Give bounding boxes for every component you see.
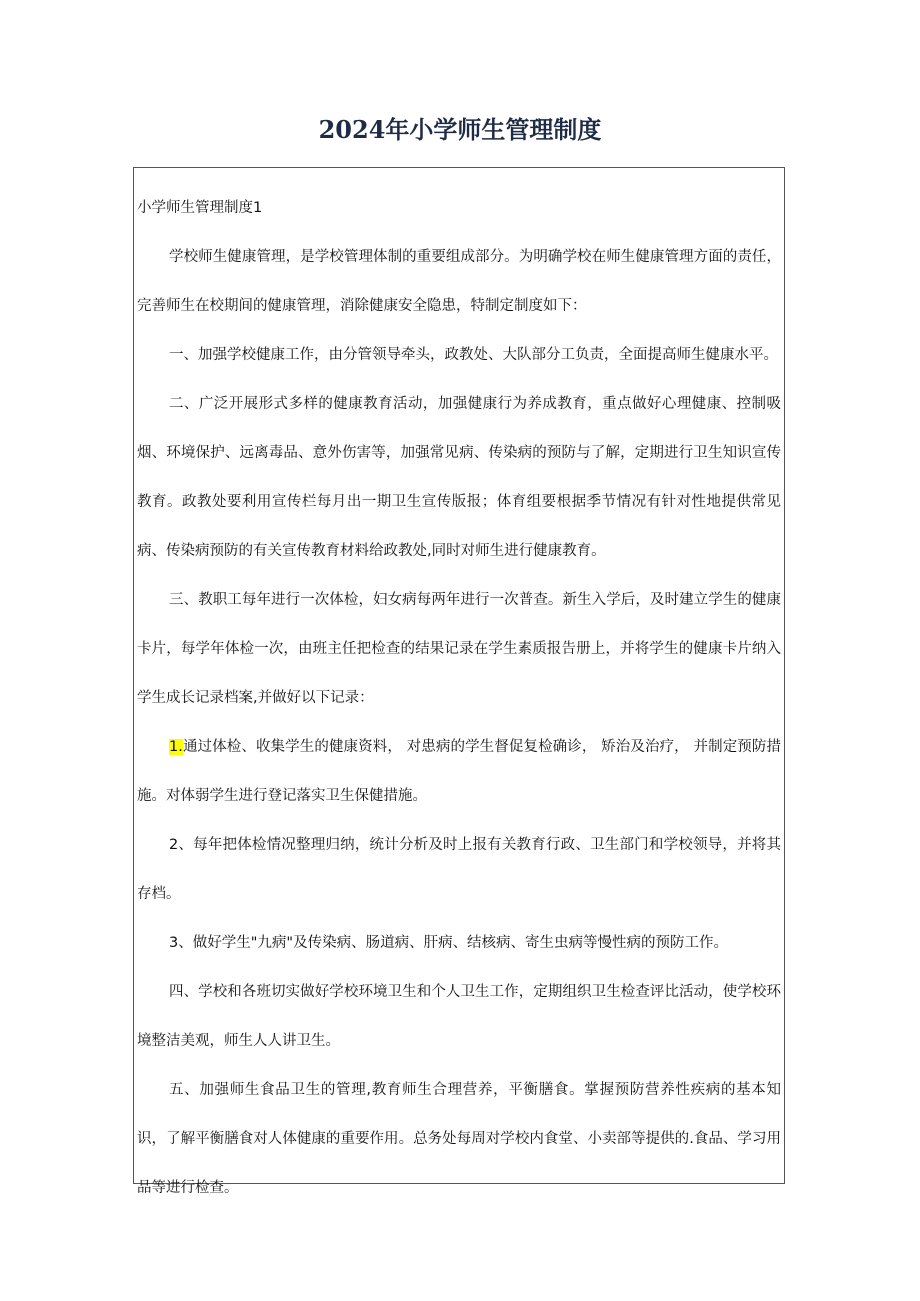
list-item-1-text: 通过体检、收集学生的健康资料， 对患病的学生督促复检确诊， 矫治及治疗， 并制定预防措施。对体弱学生进行登记落实卫生保健措施。 — [137, 739, 781, 804]
paragraph-5: 五、加强师生食品卫生的管理,教育师生合理营养，平衡膳食。掌握预防营养性疾病的基本知识，了解平衡膳食对人体健康的重要作用。总务处每周对学校内食堂、小卖部等提供的.食品、学习用品等进行检查。 — [137, 1082, 781, 1196]
paragraph-3: 三、教职工每年进行一次体检，妇女病每两年进行一次普查。新生入学后，及时建立学生的健康卡片，每学年体检一次，由班主任把检查的结果记录在学生素质报告册上，并将学生的健康卡片纳入学生成长记录档案,并做好以下记录： — [137, 592, 781, 706]
paragraph-4: 四、学校和各班切实做好学校环境卫生和个人卫生工作，定期组织卫生检查评比活动，使学校环境整洁美观，师生人人讲卫生。 — [137, 984, 781, 1049]
content-box — [133, 167, 785, 1196]
list-item-2: 2、每年把体检情况整理归纳，统计分析及时上报有关教育行政、卫生部门和学校领导，并将其存档。 — [137, 837, 781, 902]
document-title: 2024年小学师生管理制度 — [318, 115, 602, 144]
paragraph-2: 二、广泛开展形式多样的健康教育活动，加强健康行为养成教育，重点做好心理健康、控制吸烟、环境保护、远离毒品、意外伤害等，加强常见病、传染病的预防与了解，定期进行卫生知识宣传教育。政教处要利用宣传栏每月出一期卫生宣传版报；体育组要根据季节情况有针对性地提供常见病、传染病预防的有关宣传教育材料给政教处,同时对师生进行健康教育。 — [137, 396, 781, 559]
section-heading: 小学师生管理制度1 — [137, 200, 263, 216]
highlighted-number: 1. — [169, 739, 183, 755]
list-item-1 — [137, 723, 781, 821]
list-item-3: 3、做好学生"九病"及传染病、肠道病、肝病、结核病、寄生虫病等慢性病的预防工作。 — [169, 935, 729, 951]
document-body — [137, 184, 781, 1213]
paragraph-1: 一、加强学校健康工作，由分管领导牵头，政教处、大队部分工负责，全面提高师生健康水平。 — [169, 347, 778, 363]
paragraph-intro: 学校师生健康管理，是学校管理体制的重要组成部分。为明确学校在师生健康管理方面的责任，完善师生在校期间的健康管理，消除健康安全隐患，特制定制度如下： — [137, 249, 781, 314]
